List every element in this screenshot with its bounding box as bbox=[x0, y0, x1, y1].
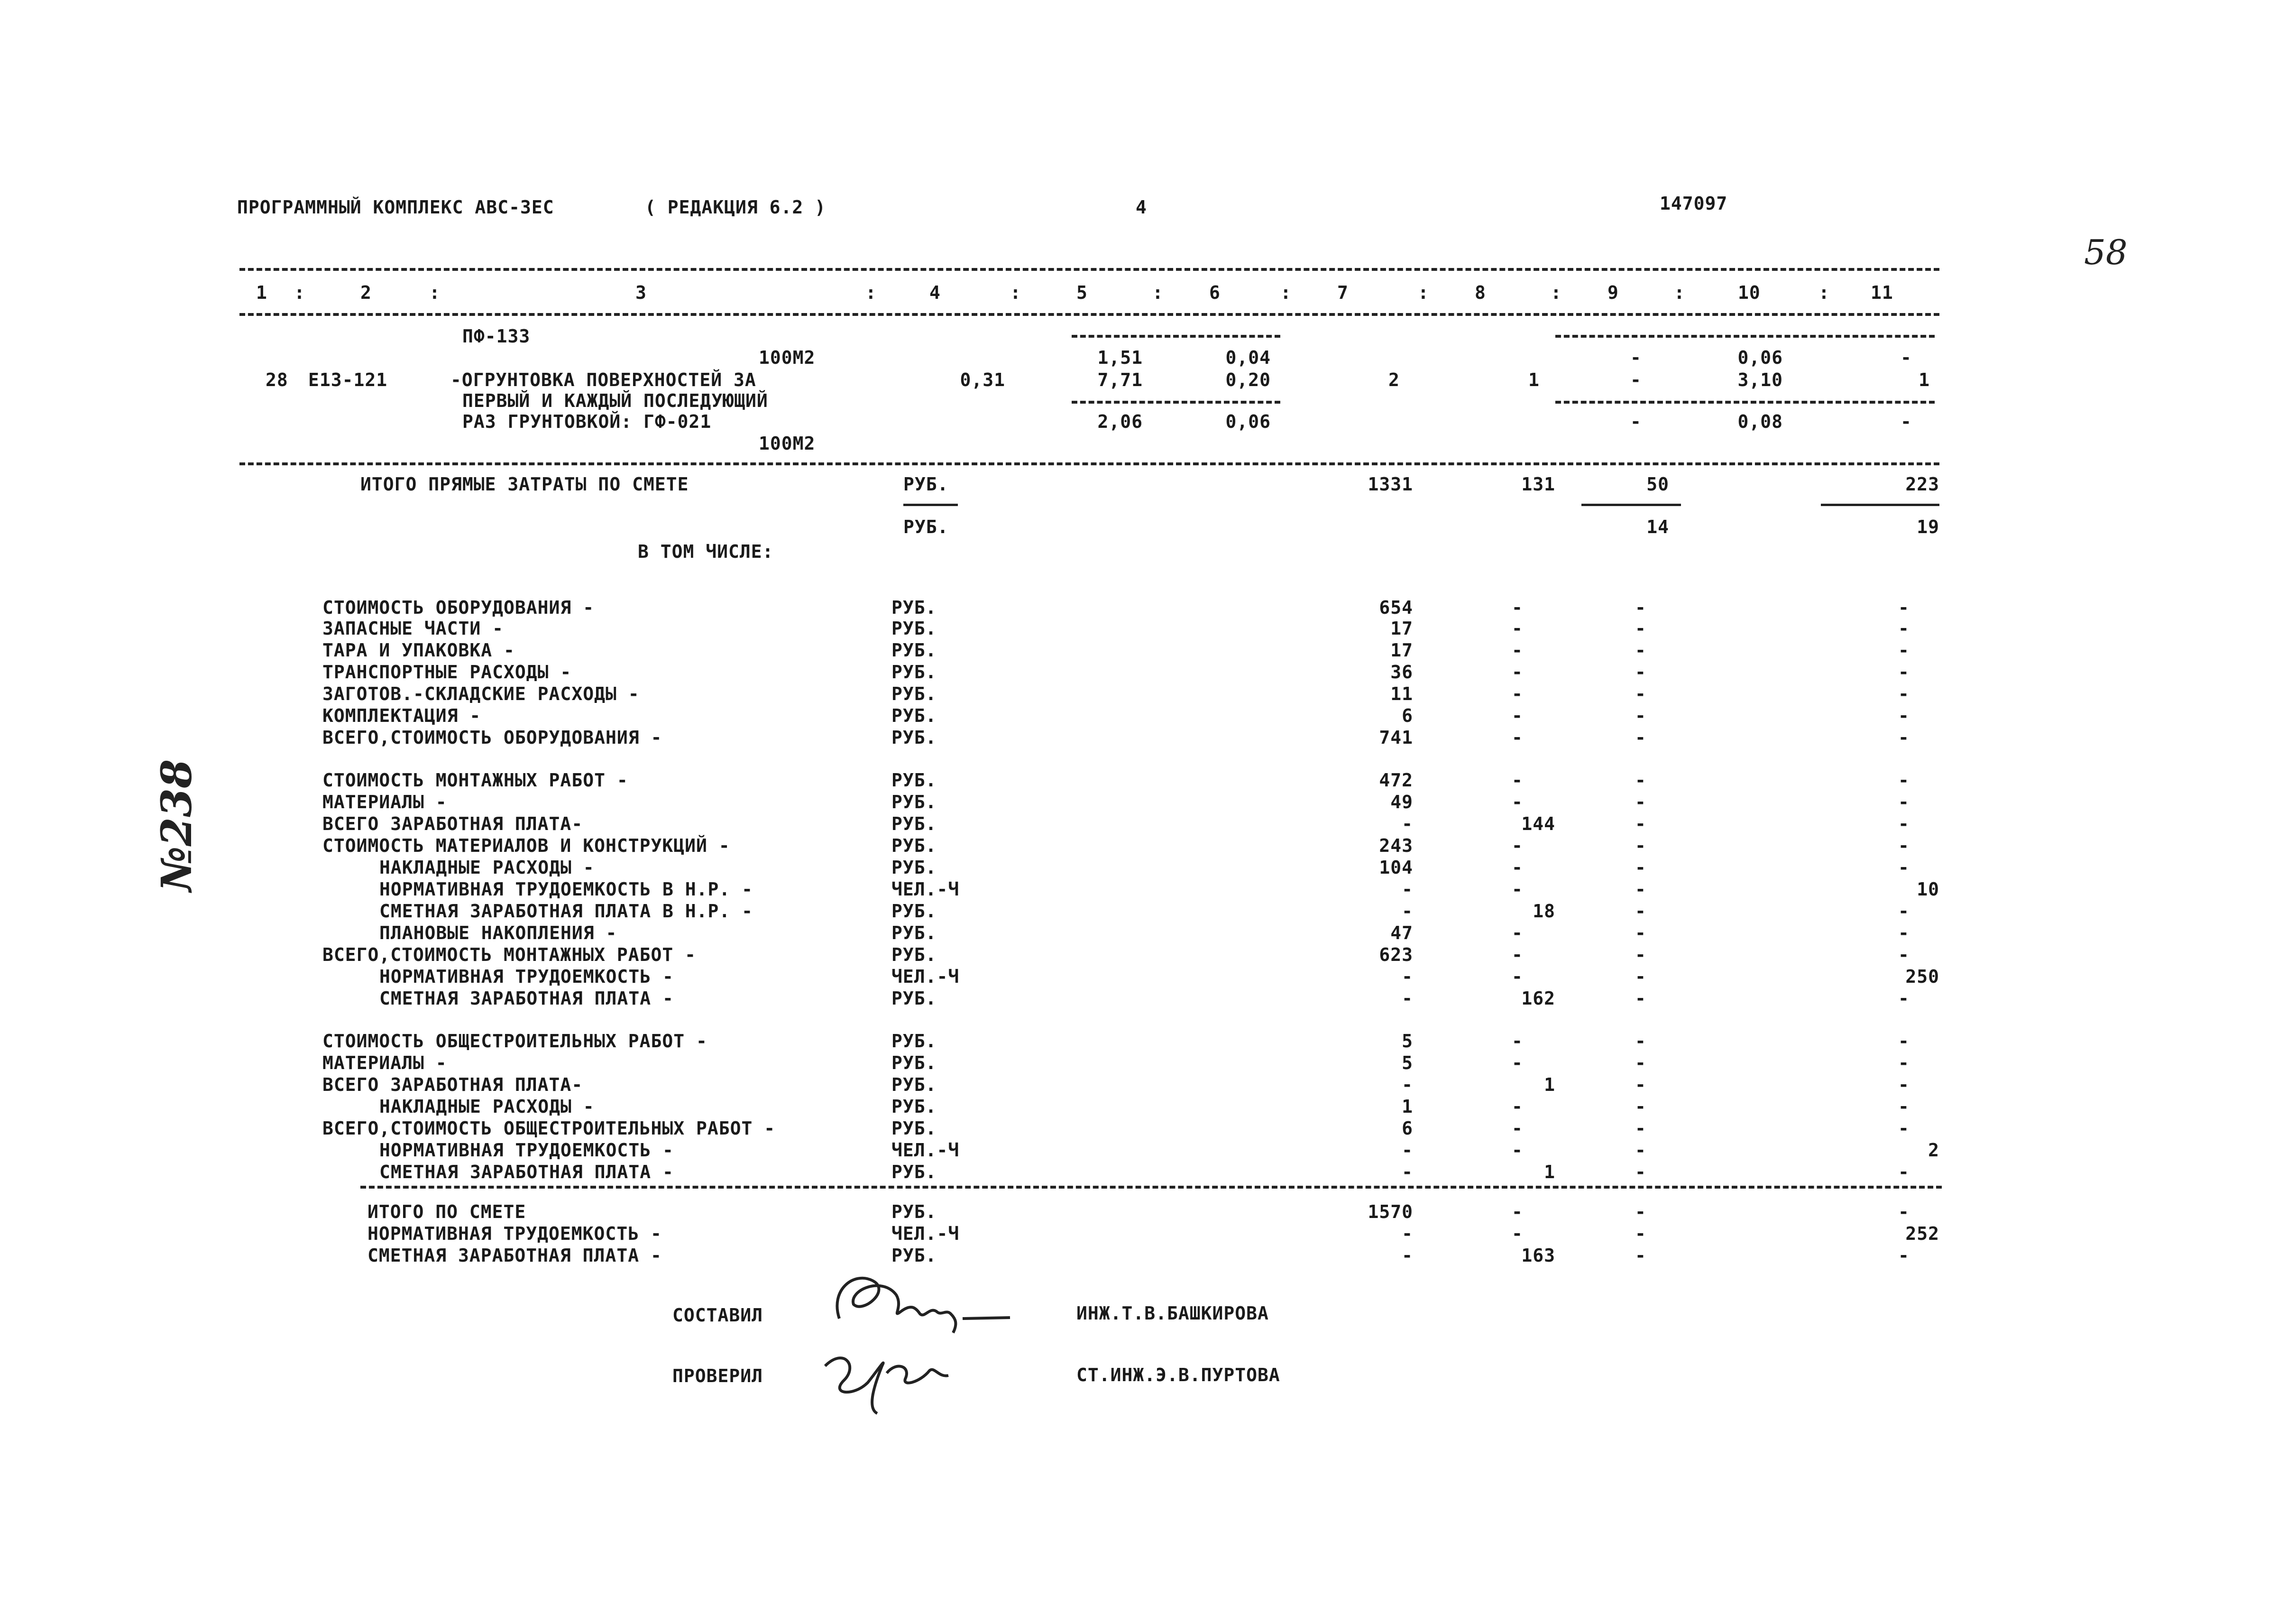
row-col11: 252 bbox=[1905, 1223, 1939, 1244]
row-col8: - bbox=[1512, 835, 1523, 856]
cell-c9a: - bbox=[1630, 347, 1642, 368]
row-label: ТАРА И УПАКОВКА - bbox=[322, 640, 515, 661]
row-col7: - bbox=[1402, 1140, 1413, 1161]
row-col11: - bbox=[1898, 1096, 1910, 1117]
column-header-8: 8 bbox=[1475, 282, 1486, 303]
row-col7: - bbox=[1402, 813, 1413, 834]
compiled-label: СОСТАВИЛ bbox=[672, 1305, 763, 1326]
row-label: СМЕТНАЯ ЗАРАБОТНАЯ ПЛАТА В Н.Р. - bbox=[379, 901, 753, 922]
row-label: ВСЕГО ЗАРАБОТНАЯ ПЛАТА- bbox=[322, 813, 583, 834]
row-label: НОРМАТИВНАЯ ТРУДОЕМКОСТЬ - bbox=[379, 1140, 674, 1161]
cell-c6a: 0,04 bbox=[1225, 347, 1271, 368]
margin-note: №238 bbox=[152, 759, 201, 892]
row-col9: - bbox=[1635, 618, 1646, 639]
item-description-2: ПЕРВЫЙ И КАЖДЫЙ ПОСЛЕДУЮЩИЙ bbox=[462, 390, 768, 411]
item-code: Е13-121 bbox=[308, 369, 388, 390]
column-separator: : bbox=[429, 282, 441, 303]
row-label: ВСЕГО,СТОИМОСТЬ ОБЩЕСТРОИТЕЛЬНЫХ РАБОТ - bbox=[322, 1118, 776, 1139]
row-unit: РУБ. bbox=[891, 1074, 937, 1095]
compiled-by: ИНЖ.Т.В.БАШКИРОВА bbox=[1076, 1303, 1269, 1324]
row-col11: - bbox=[1898, 1245, 1910, 1266]
rule-c11 bbox=[1821, 504, 1939, 506]
column-header-7: 7 bbox=[1337, 282, 1349, 303]
cell-c10b: 3,10 bbox=[1737, 369, 1783, 390]
row-col8: - bbox=[1512, 792, 1523, 812]
row-col7: 1 bbox=[1402, 1096, 1413, 1117]
cell-c9c: - bbox=[1630, 411, 1642, 432]
handwritten-page-number: 58 bbox=[2084, 232, 2128, 272]
program-title: ПРОГРАММНЫЙ КОМПЛЕКС АВС-ЗЕС bbox=[237, 197, 554, 218]
row-col7: - bbox=[1402, 879, 1413, 900]
row-col8: - bbox=[1512, 879, 1523, 900]
unit-100m2-a: 100М2 bbox=[759, 347, 816, 368]
total-direct-c7: 1331 bbox=[1368, 474, 1413, 495]
row-col11: - bbox=[1898, 705, 1910, 726]
row-col11: - bbox=[1898, 1201, 1910, 1222]
rule-c9 bbox=[1581, 504, 1681, 506]
row-col8: - bbox=[1512, 1223, 1523, 1244]
cell-c6b: 0,20 bbox=[1225, 369, 1271, 390]
cell-c7b: 2 bbox=[1388, 369, 1400, 390]
column-separator: : bbox=[294, 282, 305, 303]
row-col9: - bbox=[1635, 597, 1646, 618]
row-col11: 2 bbox=[1928, 1140, 1939, 1161]
row-col9: - bbox=[1635, 1074, 1646, 1095]
row-col9: - bbox=[1635, 1140, 1646, 1161]
total-direct-c8: 131 bbox=[1521, 474, 1555, 495]
row-col7: - bbox=[1402, 1162, 1413, 1182]
row-unit: РУБ. bbox=[891, 923, 937, 943]
row-col11: - bbox=[1898, 770, 1910, 791]
row-col9: - bbox=[1635, 901, 1646, 922]
row-col8: - bbox=[1512, 1140, 1523, 1161]
row-unit: ЧЕЛ.-Ч bbox=[891, 966, 960, 987]
row-col7: 5 bbox=[1402, 1031, 1413, 1052]
row-col9: - bbox=[1635, 640, 1646, 661]
row-col9: - bbox=[1635, 944, 1646, 965]
row-col8: 163 bbox=[1521, 1245, 1555, 1266]
row-label: НОРМАТИВНАЯ ТРУДОЕМКОСТЬ - bbox=[379, 966, 674, 987]
row-col8: - bbox=[1512, 662, 1523, 683]
row-label: ВСЕГО,СТОИМОСТЬ ОБОРУДОВАНИЯ - bbox=[322, 727, 662, 748]
row-col7: 17 bbox=[1390, 640, 1413, 661]
row-unit: РУБ. bbox=[891, 1162, 937, 1182]
row-col8: 162 bbox=[1521, 988, 1555, 1009]
row-col11: - bbox=[1898, 944, 1910, 965]
row-col7: 1570 bbox=[1368, 1201, 1413, 1222]
total-direct-label: ИТОГО ПРЯМЫЕ ЗАТРАТЫ ПО СМЕТЕ bbox=[360, 474, 689, 495]
row-unit: РУБ. bbox=[891, 1201, 937, 1222]
row-col11: - bbox=[1898, 1118, 1910, 1139]
row-col7: 243 bbox=[1379, 835, 1413, 856]
rule-c910-top bbox=[1555, 335, 1935, 338]
total-direct-c11: 223 bbox=[1905, 474, 1939, 495]
row-label: МАТЕРИАЛЫ - bbox=[322, 1052, 447, 1073]
row-col9: - bbox=[1635, 1162, 1646, 1182]
rule-c56-mid bbox=[1072, 401, 1280, 404]
column-header-2: 2 bbox=[360, 282, 372, 303]
row-col9: - bbox=[1635, 813, 1646, 834]
row-col11: - bbox=[1898, 727, 1910, 748]
column-separator: : bbox=[1280, 282, 1292, 303]
row-col9: - bbox=[1635, 1223, 1646, 1244]
row-unit: ЧЕЛ.-Ч bbox=[891, 879, 960, 900]
row-col7: 6 bbox=[1402, 1118, 1413, 1139]
row-label: СМЕТНАЯ ЗАРАБОТНАЯ ПЛАТА - bbox=[379, 988, 674, 1009]
row-unit: РУБ. bbox=[891, 901, 937, 922]
row-col11: - bbox=[1898, 792, 1910, 812]
total-direct-unit: РУБ. bbox=[903, 474, 949, 495]
header-rule-top bbox=[239, 268, 1939, 271]
row-col8: 1 bbox=[1544, 1074, 1555, 1095]
row-col9: - bbox=[1635, 1052, 1646, 1073]
column-header-10: 10 bbox=[1738, 282, 1761, 303]
row-label: СТОИМОСТЬ МОНТАЖНЫХ РАБОТ - bbox=[322, 770, 628, 791]
including-label: В ТОМ ЧИСЛЕ: bbox=[638, 541, 774, 562]
row-col9: - bbox=[1635, 770, 1646, 791]
total-direct-unit-2: РУБ. bbox=[903, 517, 949, 537]
column-header-3: 3 bbox=[635, 282, 647, 303]
row-col8: - bbox=[1512, 944, 1523, 965]
row-unit: РУБ. bbox=[891, 597, 937, 618]
row-col8: 144 bbox=[1521, 813, 1555, 834]
row-col8: - bbox=[1512, 618, 1523, 639]
item-description-3: РАЗ ГРУНТОВКОЙ: ГФ-021 bbox=[462, 411, 712, 432]
row-unit: РУБ. bbox=[891, 1052, 937, 1073]
row-label: НАКЛАДНЫЕ РАСХОДЫ - bbox=[379, 1096, 595, 1117]
row-unit: РУБ. bbox=[891, 813, 937, 834]
column-header-11: 11 bbox=[1871, 282, 1893, 303]
row-col7: 472 bbox=[1379, 770, 1413, 791]
row-unit: РУБ. bbox=[891, 1031, 937, 1052]
row-col11: - bbox=[1898, 662, 1910, 683]
row-col11: - bbox=[1898, 597, 1910, 618]
row-col11: - bbox=[1898, 1162, 1910, 1182]
row-col9: - bbox=[1635, 683, 1646, 704]
column-header-9: 9 bbox=[1607, 282, 1619, 303]
row-col8: - bbox=[1512, 966, 1523, 987]
row-col11: - bbox=[1898, 640, 1910, 661]
row-col7: 654 bbox=[1379, 597, 1413, 618]
column-header-4: 4 bbox=[929, 282, 941, 303]
row-label: СМЕТНАЯ ЗАРАБОТНАЯ ПЛАТА - bbox=[367, 1245, 662, 1266]
row-label: ЗАГОТОВ.-СКЛАДСКИЕ РАСХОДЫ - bbox=[322, 683, 640, 704]
row-unit: РУБ. bbox=[891, 835, 937, 856]
row-label: СТОИМОСТЬ МАТЕРИАЛОВ И КОНСТРУКЦИЙ - bbox=[322, 835, 730, 856]
row-col7: - bbox=[1402, 1223, 1413, 1244]
row-col7: 741 bbox=[1379, 727, 1413, 748]
row-unit: РУБ. bbox=[891, 1118, 937, 1139]
row-unit: РУБ. bbox=[891, 1096, 937, 1117]
row-col11: 10 bbox=[1917, 879, 1939, 900]
column-separator: : bbox=[1152, 282, 1164, 303]
column-separator: : bbox=[1010, 282, 1021, 303]
header-rule-bottom bbox=[239, 313, 1939, 316]
row-col9: - bbox=[1635, 1245, 1646, 1266]
row-label: НОРМАТИВНАЯ ТРУДОЕМКОСТЬ - bbox=[367, 1223, 662, 1244]
column-separator: : bbox=[1818, 282, 1830, 303]
checked-label: ПРОВЕРИЛ bbox=[672, 1366, 763, 1386]
row-col7: - bbox=[1402, 901, 1413, 922]
document-code: 147097 bbox=[1660, 193, 1728, 214]
cell-c5b: 7,71 bbox=[1097, 369, 1143, 390]
row-col8: - bbox=[1512, 683, 1523, 704]
row-col8: - bbox=[1512, 1096, 1523, 1117]
row-col9: - bbox=[1635, 835, 1646, 856]
row-col8: - bbox=[1512, 640, 1523, 661]
cell-c9b: - bbox=[1630, 369, 1642, 390]
row-unit: РУБ. bbox=[891, 705, 937, 726]
row-col9: - bbox=[1635, 857, 1646, 878]
row-col11: - bbox=[1898, 857, 1910, 878]
unit-100m2-b: 100М2 bbox=[759, 433, 816, 454]
rule-c56-top bbox=[1072, 335, 1280, 338]
cell-c11b: 1 bbox=[1919, 369, 1930, 390]
rule-unit bbox=[903, 504, 958, 506]
row-unit: РУБ. bbox=[891, 727, 937, 748]
row-col8: 1 bbox=[1544, 1162, 1555, 1182]
row-label: ВСЕГО ЗАРАБОТНАЯ ПЛАТА- bbox=[322, 1074, 583, 1095]
row-label: СТОИМОСТЬ ОБОРУДОВАНИЯ - bbox=[322, 597, 595, 618]
row-col7: 49 bbox=[1390, 792, 1413, 812]
row-unit: РУБ. bbox=[891, 944, 937, 965]
row-col8: - bbox=[1512, 705, 1523, 726]
row-col7: - bbox=[1402, 1245, 1413, 1266]
row-col11: - bbox=[1898, 1031, 1910, 1052]
column-header-5: 5 bbox=[1076, 282, 1088, 303]
row-col7: 5 bbox=[1402, 1052, 1413, 1073]
row-col11: - bbox=[1898, 988, 1910, 1009]
row-label: МАТЕРИАЛЫ - bbox=[322, 792, 447, 812]
row-col11: - bbox=[1898, 1052, 1910, 1073]
row-col11: - bbox=[1898, 683, 1910, 704]
column-header-1: 1 bbox=[256, 282, 267, 303]
cell-c5c: 2,06 bbox=[1097, 411, 1143, 432]
row-col11: - bbox=[1898, 835, 1910, 856]
row-col7: 47 bbox=[1390, 923, 1413, 943]
cell-c8b: 1 bbox=[1528, 369, 1540, 390]
row-col8: - bbox=[1512, 1201, 1523, 1222]
row-col11: - bbox=[1898, 901, 1910, 922]
row-col9: - bbox=[1635, 1096, 1646, 1117]
column-separator: : bbox=[865, 282, 877, 303]
column-separator: : bbox=[1674, 282, 1685, 303]
row-col8: - bbox=[1512, 770, 1523, 791]
row-col9: - bbox=[1635, 966, 1646, 987]
page-number: 4 bbox=[1136, 197, 1147, 218]
row-unit: ЧЕЛ.-Ч bbox=[891, 1223, 960, 1244]
row-col9: - bbox=[1635, 662, 1646, 683]
row-col7: 36 bbox=[1390, 662, 1413, 683]
row-col8: - bbox=[1512, 923, 1523, 943]
checked-by: СТ.ИНЖ.Э.В.ПУРТОВА bbox=[1076, 1365, 1280, 1385]
row-label: ЗАПАСНЫЕ ЧАСТИ - bbox=[322, 618, 504, 639]
row-col7: - bbox=[1402, 1074, 1413, 1095]
row-unit: РУБ. bbox=[891, 662, 937, 683]
prev-item-material: ПФ-133 bbox=[462, 326, 531, 347]
edition-label: ( РЕДАКЦИЯ 6.2 ) bbox=[645, 197, 827, 218]
row-label: КОМПЛЕКТАЦИЯ - bbox=[322, 705, 481, 726]
column-separator: : bbox=[1418, 282, 1429, 303]
rule-before-total bbox=[239, 462, 1939, 465]
row-col8: - bbox=[1512, 1052, 1523, 1073]
rule-before-grand-total bbox=[360, 1186, 1942, 1189]
row-col11: 250 bbox=[1905, 966, 1939, 987]
row-label: ИТОГО ПО СМЕТЕ bbox=[367, 1201, 526, 1222]
cell-c10a: 0,06 bbox=[1737, 347, 1783, 368]
row-unit: ЧЕЛ.-Ч bbox=[891, 1140, 960, 1161]
row-col8: - bbox=[1512, 597, 1523, 618]
row-col9: - bbox=[1635, 792, 1646, 812]
row-col8: - bbox=[1512, 1118, 1523, 1139]
column-header-6: 6 bbox=[1209, 282, 1221, 303]
row-col9: - bbox=[1635, 988, 1646, 1009]
row-col7: - bbox=[1402, 966, 1413, 987]
row-unit: РУБ. bbox=[891, 618, 937, 639]
row-unit: РУБ. bbox=[891, 988, 937, 1009]
row-col9: - bbox=[1635, 1201, 1646, 1222]
row-col7: 11 bbox=[1390, 683, 1413, 704]
row-label: ПЛАНОВЫЕ НАКОПЛЕНИЯ - bbox=[379, 923, 617, 943]
row-unit: РУБ. bbox=[891, 1245, 937, 1266]
row-col7: - bbox=[1402, 988, 1413, 1009]
row-label: СТОИМОСТЬ ОБЩЕСТРОИТЕЛЬНЫХ РАБОТ - bbox=[322, 1031, 707, 1052]
row-label: НАКЛАДНЫЕ РАСХОДЫ - bbox=[379, 857, 595, 878]
row-label: НОРМАТИВНАЯ ТРУДОЕМКОСТЬ В Н.Р. - bbox=[379, 879, 753, 900]
cell-c10c: 0,08 bbox=[1737, 411, 1783, 432]
row-col9: - bbox=[1635, 705, 1646, 726]
row-col8: - bbox=[1512, 1031, 1523, 1052]
row-col8: 18 bbox=[1533, 901, 1555, 922]
item-number: 28 bbox=[266, 369, 288, 390]
row-col11: - bbox=[1898, 813, 1910, 834]
item-description-1: -ОГРУНТОВКА ПОВЕРХНОСТЕЙ ЗА bbox=[450, 369, 756, 390]
row-unit: РУБ. bbox=[891, 770, 937, 791]
row-col8: - bbox=[1512, 857, 1523, 878]
row-col8: - bbox=[1512, 727, 1523, 748]
total-direct-c9b: 14 bbox=[1646, 517, 1669, 537]
row-label: СМЕТНАЯ ЗАРАБОТНАЯ ПЛАТА - bbox=[379, 1162, 674, 1182]
row-col9: - bbox=[1635, 1031, 1646, 1052]
cell-c5a: 1,51 bbox=[1097, 347, 1143, 368]
total-direct-c11b: 19 bbox=[1917, 517, 1939, 537]
column-separator: : bbox=[1551, 282, 1562, 303]
rule-c910-mid bbox=[1555, 401, 1935, 404]
row-col7: 104 bbox=[1379, 857, 1413, 878]
row-col7: 6 bbox=[1402, 705, 1413, 726]
row-col9: - bbox=[1635, 727, 1646, 748]
row-col9: - bbox=[1635, 1118, 1646, 1139]
signature-compiled bbox=[820, 1262, 1019, 1342]
row-col11: - bbox=[1898, 1074, 1910, 1095]
row-label: ТРАНСПОРТНЫЕ РАСХОДЫ - bbox=[322, 662, 572, 683]
row-col9: - bbox=[1635, 923, 1646, 943]
row-unit: РУБ. bbox=[891, 792, 937, 812]
row-label: ВСЕГО,СТОИМОСТЬ МОНТАЖНЫХ РАБОТ - bbox=[322, 944, 696, 965]
row-col11: - bbox=[1898, 618, 1910, 639]
signature-checked bbox=[816, 1338, 958, 1418]
row-unit: РУБ. bbox=[891, 857, 937, 878]
cell-c6c: 0,06 bbox=[1225, 411, 1271, 432]
row-unit: РУБ. bbox=[891, 640, 937, 661]
item-quantity: 0,31 bbox=[960, 369, 1005, 390]
row-col7: 623 bbox=[1379, 944, 1413, 965]
cell-c11c: - bbox=[1901, 411, 1912, 432]
row-col11: - bbox=[1898, 923, 1910, 943]
row-unit: РУБ. bbox=[891, 683, 937, 704]
row-col9: - bbox=[1635, 879, 1646, 900]
total-direct-c9: 50 bbox=[1646, 474, 1669, 495]
cell-c11a: - bbox=[1901, 347, 1912, 368]
row-col7: 17 bbox=[1390, 618, 1413, 639]
